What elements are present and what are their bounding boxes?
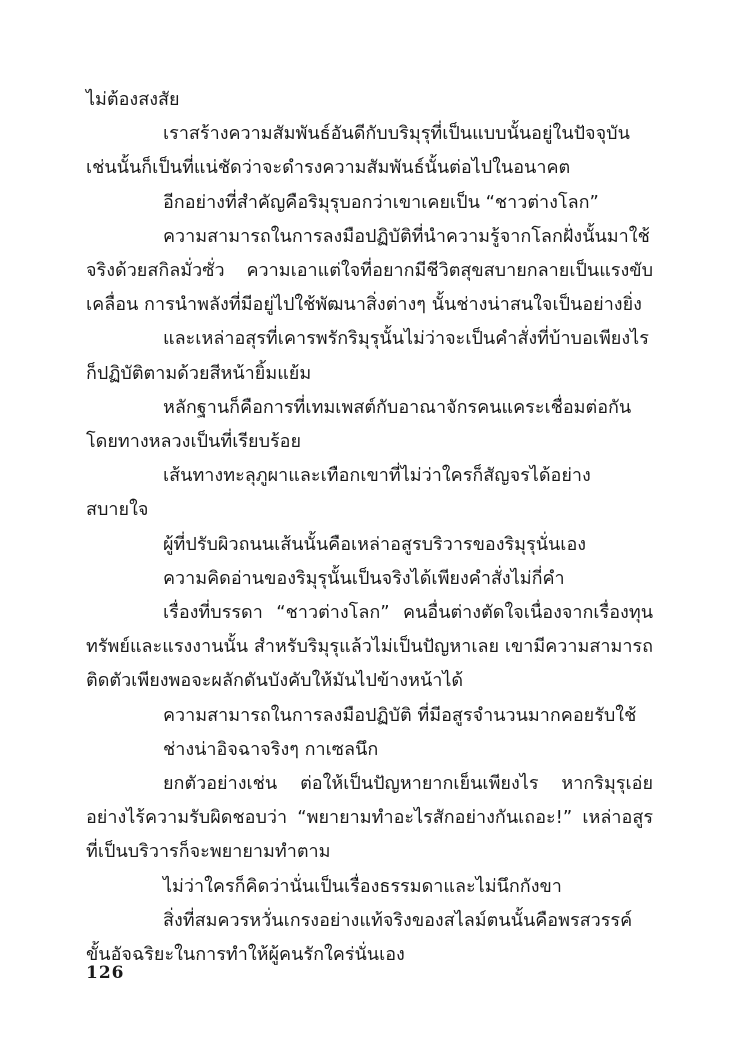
- paragraph: ยกตัวอย่างเช่น ต่อให้เป็นปัญหายากเย็นเพียงไร หากริมุรุเอ่ยอย่างไร้ความรับผิดชอบว่า “พยายามทำอะไรสักอย่างกันเถอะ!” เหล่าอสูรที่เป็นบริวารก็จะพยายามทำตาม: [86, 773, 653, 863]
- page-number: 126: [86, 963, 125, 983]
- paragraph: สิ่งที่สมควรหวั่นเกรงอย่างแท้จริงของสไลม์ตนนั้นคือพรสวรรค์ขั้นอัจฉริยะในการทำให้ผู้คนรักใคร่นั่นเอง: [86, 909, 633, 966]
- paragraph: เส้นทางทะลุภูผาและเทือกเขาที่ไม่ว่าใครก็สัญจรได้อย่างสบายใจ: [86, 465, 591, 521]
- paragraph: อีกอย่างที่สำคัญคือริมุรุบอกว่าเขาเคยเป็น “ชาวต่างโลก”: [163, 191, 599, 213]
- paragraph: และเหล่าอสุรที่เคารพรักริมุรุนั้นไม่ว่าจะเป็นคำสั่งที่บ้าบอเพียงไรก็ปฏิบัติตามด้วยสีหน้ายิ้มแย้ม: [86, 328, 649, 384]
- paragraph: ความสามารถในการลงมือปฏิบัติที่นำความรู้จากโลกฝั่งนั้นมาใช้จริงด้วยสกิลมั่วซั่ว ความเอาแต่ใจที่อยากมีชีวิตสุขสบายกลายเป็นแรงขับเคลื่อน การนำพลังที่มีอยู่ไปใช้พัฒนาสิ่งต่างๆ นั้นช่างน่าสนใจเป็นอย่างยิ่ง: [86, 225, 653, 316]
- paragraph: ไม่ว่าใครก็คิดว่านั่นเป็นเรื่องธรรมดาและไม่นึกกังขา: [163, 875, 562, 897]
- paragraph: ผู้ที่ปรับผิวถนนเส้นนั้นคือเหล่าอสูรบริวารของริมุรุนั่นเอง: [163, 533, 587, 555]
- body-text: [86, 83, 653, 972]
- paragraph: เรื่องที่บรรดา “ชาวต่างโลก” คนอื่นต่างตัดใจเนื่องจากเรื่องทุนทรัพย์และแรงงานนั้น สำหรับริมุรุแล้วไม่เป็นปัญหาเลย เขามีความสามารถติดตัวเพียงพอจะผลักดันบังคับให้มันไปข้างหน้าได้: [86, 602, 653, 692]
- paragraph: ช่างน่าอิจฉาจริงๆ กาเซลนึก: [163, 738, 379, 760]
- paragraph: ความสามารถในการลงมือปฏิบัติ ที่มีอสูรจำนวนมากคอยรับใช้: [163, 704, 637, 726]
- paragraph: ไม่ต้องสงสัย: [86, 89, 180, 110]
- paragraph: เราสร้างความสัมพันธ์อันดีกับบริมุรุที่เป็นแบบนั้นอยู่ในปัจจุบัน เช่นนั้นก็เป็นที่แน่ชัดว่าจะดำรงความสัมพันธ์นั้นต่อไปในอนาคต: [86, 123, 630, 179]
- paragraph: ความคิดอ่านของริมุรุนั้นเป็นจริงได้เพียงคำสั่งไม่กี่คำ: [163, 567, 565, 589]
- paragraph: หลักฐานก็คือการที่เทมเพสต์กับอาณาจักรคนแคระเชื่อมต่อกันโดยทางหลวงเป็นที่เรียบร้อย: [86, 396, 632, 453]
